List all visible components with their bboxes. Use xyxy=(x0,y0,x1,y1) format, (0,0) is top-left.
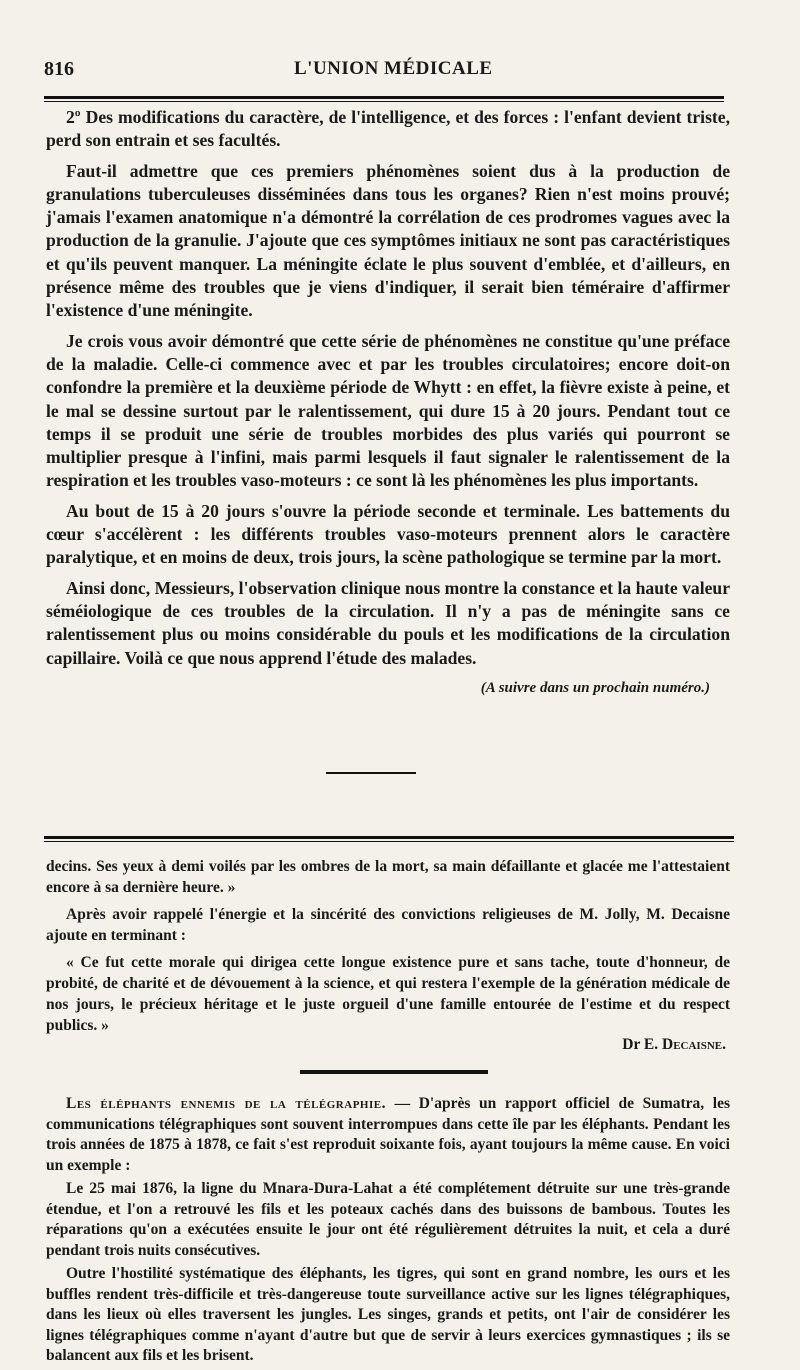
signature-prefix: Dr E. xyxy=(622,1036,659,1053)
header-rule xyxy=(44,96,724,102)
paragraph xyxy=(46,1094,730,1176)
paragraph: Après avoir rappelé l'énergie et la sincérité des convictions religieuses de M. Jolly, M. Decaisne ajoute en terminant : xyxy=(46,906,730,944)
paragraph: decins. Ses yeux à demi voilés par les ombres de la mort, sa main défaillante et glacée me l'attestaient encore à sa dernière heure. » xyxy=(46,858,730,896)
continuation-note: (A suivre dans un prochain numéro.) xyxy=(480,679,710,696)
section-divider-2 xyxy=(300,1070,488,1074)
paragraph: Le 25 mai 1876, la ligne du Mnara-Dura-Lahat a été complétement détruite sur une très-grande étendue, et l'on a retrouvé les fils et les poteaux cachés dans des buissons de bambous. Toutes les réparations qu'on a exécutées ensuite le jour ont été régulièrement détruites la nuit, et cela a duré pendant trois nuits consécutives. xyxy=(46,1180,730,1259)
paragraph: Au bout de 15 à 20 jours s'ouvre la période seconde et terminale. Les battements du cœur s'accélèrent : les différents troubles vaso-moteurs prennent alors le caractère paralytique, et en moins de deux, trois jours, la scène pathologique se termine par la mort. xyxy=(46,500,730,568)
obituary-section xyxy=(46,856,730,1042)
feuilleton-rule xyxy=(44,836,734,842)
author-signature xyxy=(46,1036,726,1054)
section-divider xyxy=(326,772,416,774)
paragraph: Ainsi donc, Messieurs, l'observation clinique nous montre la constance et la haute valeur séméiologique de ces troubles de la circulation. Il n'y a pas de méningite sans ce ralentissement plus ou moins considérable du pouls et les modifications de la circulation capillaire. Voilà ce que nous apprend l'étude des malades. xyxy=(46,577,730,668)
paragraph: 2º Des modifications du caractère, de l'intelligence, et des forces : l'enfant devient triste, perd son entrain et ses facultés. xyxy=(46,107,730,151)
elephants-article xyxy=(46,1094,730,1370)
quote-paragraph: « Ce fut cette morale qui dirigea cette longue existence pure et sans tache, toute d'honneur, de probité, de charité et de dévouement à la science, et qui restera l'exemple de la génération médicale de nos jours, le précieux héritage et le juste orgueil d'une famille entourée de l'estime et du respect publics. » xyxy=(46,954,730,1034)
journal-title: L'UNION MÉDICALE xyxy=(294,58,493,79)
article-lead: — D'après un rapport officiel de Sumatra, les communications télégraphiques sont souvent interrompues dans cette île par les éléphants. Pendant les trois années de 1875 à 1878, ce fait s'est reproduit soixante fois, ayant toujours la même cause. En voici un exemple : xyxy=(46,1095,730,1174)
signature-name: Decaisne. xyxy=(662,1036,726,1053)
paragraph: Outre l'hostilité systématique des éléphants, les tigres, qui sont en grand nombre, les ours et les buffles rendent très-difficile et très-dangereuse toute surveillance active sur les lignes télégraphiques, dans les lieux où elles traversent les jungles. Les singes, grands et petits, ont l'air de considérer les lignes télégraphiques comme n'ayant d'autre but que de servir à leurs exercices gymnastiques ; ils se balancent aux fils et les brisent. xyxy=(46,1265,730,1364)
paragraph: Je crois vous avoir démontré que cette série de phénomènes ne constitue qu'une préface de la maladie. Celle-ci commence avec et par les troubles circulatoires; encore doit-on confondre la première et la deuxième période de Whytt : en effet, la fièvre existe à peine, et le mal se dessine surtout par le ralentissement, qui dure 15 à 20 jours. Pendant tout ce temps il se produit une série de troubles morbides des plus variés qui pourront se multiplier presque à l'infini, mais parmi lesquels il faut signaler le ralentissement de la respiration et les troubles vaso-moteurs : ce sont là les phénomènes les plus importants. xyxy=(46,330,730,491)
article-continuation xyxy=(46,106,730,700)
page-header xyxy=(44,58,744,88)
paragraph: Faut-il admettre que ces premiers phénomènes soient dus à la production de granulations tuberculeuses disséminées dans tous les organes? Rien n'est moins prouvé; j'amais l'examen anatomique n'a démontré la corrélation de ces prodromes vagues avec la production de la granulie. J'ajoute que ces symptômes initiaux ne sont pas caractéristiques et qu'ils peuvent manquer. La méningite éclate le plus souvent d'emblée, et d'ailleurs, en présence même des troubles que je viens d'indiquer, il serait bien téméraire d'affirmer l'existence d'une méningite. xyxy=(46,160,730,321)
article-heading: Les éléphants ennemis de la télégraphie. xyxy=(66,1095,386,1112)
page-number: 816 xyxy=(44,58,74,80)
